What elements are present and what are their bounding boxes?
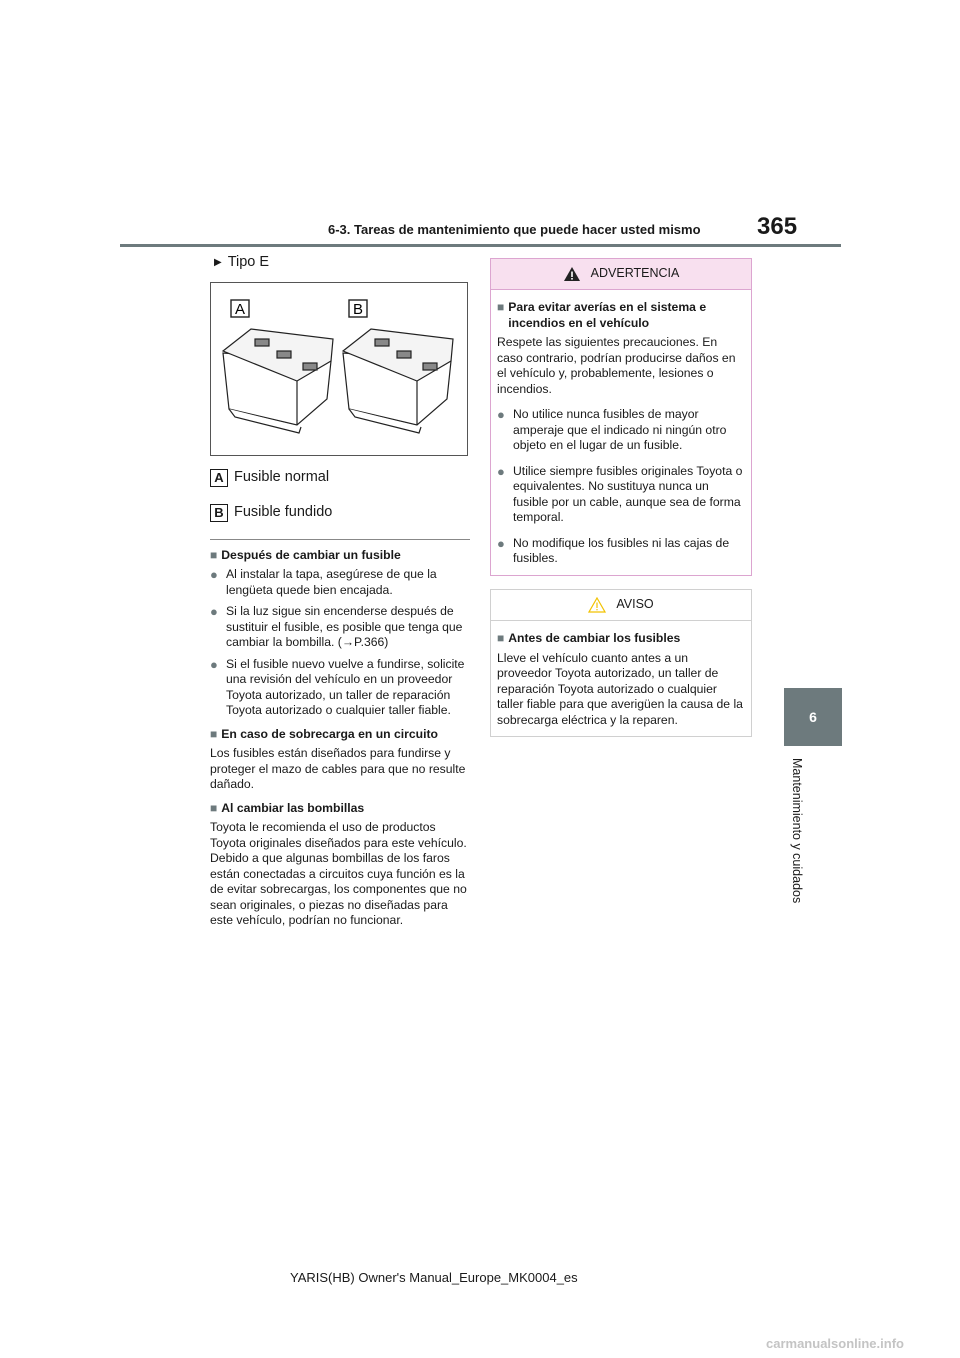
notice-title: AVISO — [616, 597, 654, 612]
caution-icon — [588, 597, 606, 613]
legend-letter-a: A — [210, 469, 228, 487]
fuse-drawing — [211, 283, 467, 455]
list-item — [497, 407, 743, 454]
list-item-text: No modifique los fusibles ni las cajas de fusibles. — [513, 535, 730, 565]
fuse-illustration — [210, 282, 468, 456]
triangle-right-icon: ▶ — [214, 257, 222, 268]
warning-heading-text: Para evitar averías en el sistema e incendios en el vehículo — [508, 300, 707, 330]
circle-bullet-icon: ● — [497, 463, 505, 479]
footer-text: YARIS(HB) Owner's Manual_Europe_MK0004_es — [290, 1270, 578, 1285]
fuse-type-heading — [214, 255, 470, 272]
warning-header — [491, 259, 751, 290]
list-item-text: No utilice nunca fusibles de mayor amperaje que el indicado ni ningún otro objeto en el lugar de un fusible. — [513, 407, 727, 452]
after-change-heading-text: Después de cambiar un fusible — [221, 547, 401, 562]
label-a: A — [234, 300, 246, 318]
watermark: carmanualsonline.info — [766, 1336, 904, 1351]
after-change-heading — [210, 548, 470, 564]
notice-box — [490, 589, 752, 737]
list-item — [210, 657, 470, 719]
legend — [210, 468, 470, 523]
list-item — [210, 567, 470, 598]
circle-bullet-icon: ● — [210, 604, 218, 619]
square-bullet-icon: ■ — [210, 800, 218, 815]
overload-heading-text: En caso de sobrecarga en un circuito — [221, 726, 438, 741]
section-title: 6-3. Tareas de mantenimiento que puede hacer usted mismo — [328, 222, 701, 237]
list-item-text: Utilice siempre fusibles originales Toyota o equivalentes. No sustituya nunca un fusible por un cable, aunque sea de forma temporal. — [513, 463, 743, 524]
notice-body — [491, 621, 751, 736]
header-rule — [120, 244, 841, 247]
list-item — [210, 604, 470, 651]
page-number: 365 — [757, 213, 798, 240]
warning-title: ADVERTENCIA — [590, 266, 680, 281]
list-item — [497, 464, 743, 526]
bulbs-heading — [210, 801, 470, 817]
left-column — [210, 255, 470, 935]
bulbs-text-1: Toyota le recomienda el uso de productos Toyota originales diseñados para este vehículo. — [210, 820, 467, 850]
legend-item-b — [210, 503, 470, 523]
overload-heading — [210, 727, 470, 743]
circle-bullet-icon: ● — [210, 656, 218, 672]
overload-text: Los fusibles están diseñados para fundirse y proteger el mazo de cables para que no resulte dañado. — [210, 746, 466, 791]
warning-intro: Respete las siguientes precauciones. En caso contrario, podrían producirse daños en el vehículo y, probablemente, lesiones o incendios. — [497, 335, 736, 396]
circle-bullet-icon: ● — [497, 535, 505, 551]
warning-body — [491, 290, 751, 575]
circle-bullet-icon: ● — [497, 407, 505, 422]
label-b: B — [352, 300, 364, 318]
circle-bullet-icon: ● — [210, 567, 218, 582]
fuse-blown — [343, 329, 453, 433]
notice-heading — [497, 631, 743, 647]
chapter-tab[interactable]: 6 — [784, 688, 842, 746]
legend-text-a: Fusible normal — [234, 468, 330, 485]
notice-header — [491, 590, 751, 621]
bulbs-text-2: Debido a que algunas bombillas de los faros están conectadas a circuitos cuya función es la de evitar sobrecargas, los componentes que no sean originales, o piezas no diseñadas para este vehículo, podrían no funcionar. — [210, 851, 467, 927]
chapter-label: Mantenimiento y cuidados — [790, 758, 804, 904]
warning-icon — [563, 266, 581, 282]
warning-heading — [497, 300, 743, 331]
square-bullet-icon: ■ — [497, 300, 505, 314]
notice-text: Lleve el vehículo cuanto antes a un proveedor Toyota autorizado, un taller de reparación Toyota autorizado o cualquier taller fiable para que averigüen la causa de la sobrecarga eléctrica y la reparen. — [497, 650, 743, 727]
list-item — [497, 536, 743, 567]
list-item-text: Si la luz sigue sin encenderse después de sustituir el fusible, es posible que tenga que cambiar la bombilla. (→P.366) — [226, 604, 463, 649]
fuse-normal — [223, 329, 333, 433]
bulbs-heading-text: Al cambiar las bombillas — [221, 800, 365, 815]
legend-text-b: Fusible fundido — [234, 503, 333, 520]
list-item-text: Si el fusible nuevo vuelve a fundirse, solicite una revisión del vehículo en un proveedor Toyota autorizado, un taller de reparación Toyota autorizado o cualquier taller fiable. — [226, 656, 465, 717]
legend-item-a — [210, 468, 470, 488]
square-bullet-icon: ■ — [497, 631, 505, 645]
notice-heading-text: Antes de cambiar los fusibles — [508, 631, 681, 645]
legend-letter-b: B — [210, 504, 228, 522]
fuse-type-label: Tipo E — [227, 254, 270, 270]
square-bullet-icon: ■ — [210, 726, 218, 741]
warning-box — [490, 258, 752, 576]
list-item-text: Al instalar la tapa, asegúrese de que la lengüeta quede bien encajada. — [226, 567, 437, 597]
square-bullet-icon: ■ — [210, 547, 218, 562]
section-divider — [210, 539, 470, 540]
